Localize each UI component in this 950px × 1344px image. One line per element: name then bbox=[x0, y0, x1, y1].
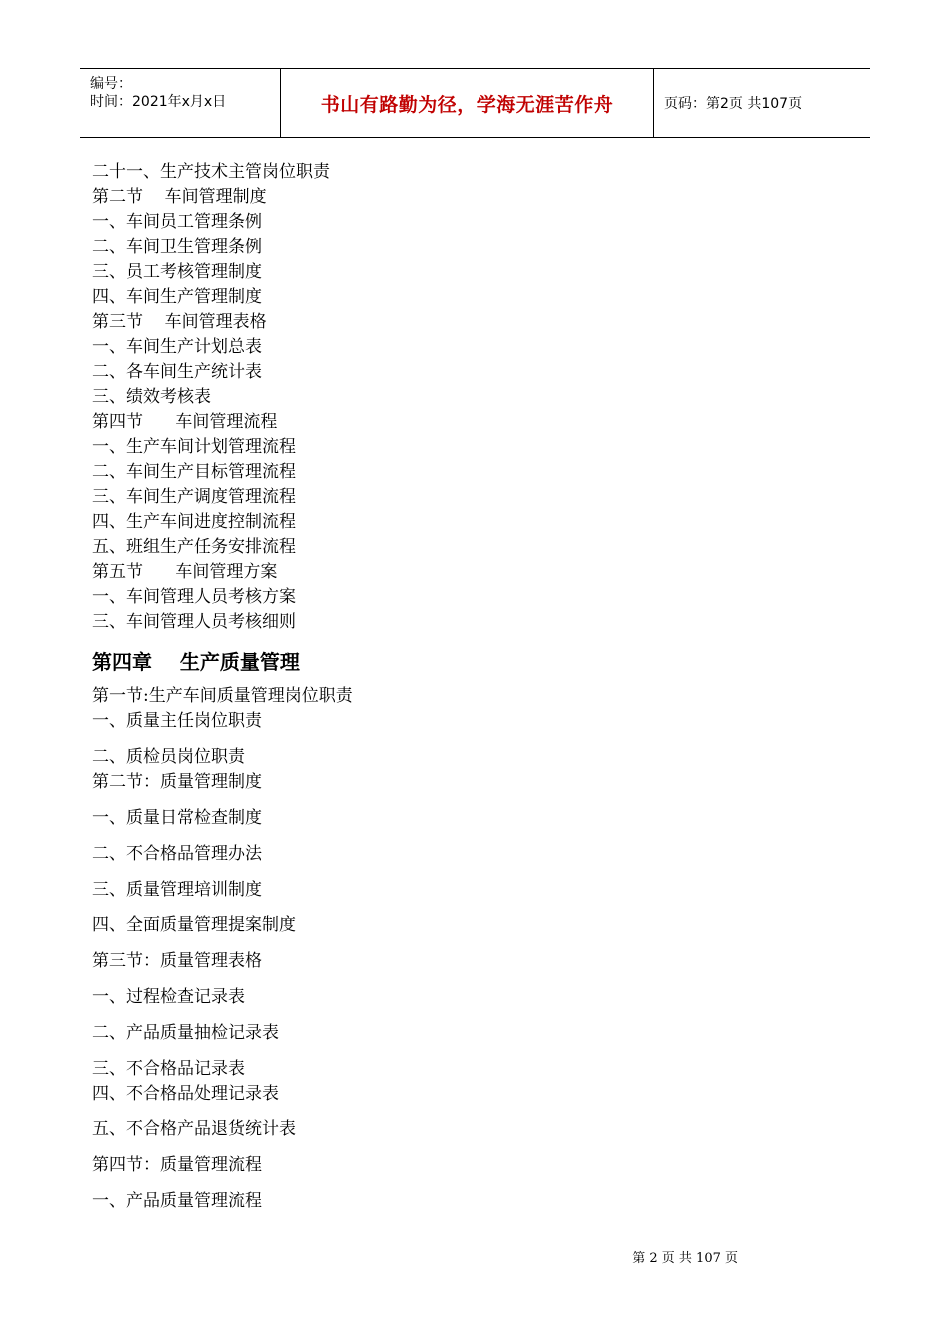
toc-line: 二、不合格品管理办法 bbox=[92, 844, 262, 864]
toc-line: 第二节 车间管理制度 bbox=[92, 187, 267, 207]
toc-line: 三、车间管理人员考核细则 bbox=[92, 612, 296, 632]
footer-page-number: 第 2 页 共 107 页 bbox=[632, 1251, 738, 1266]
toc-line: 二、产品质量抽检记录表 bbox=[92, 1023, 279, 1043]
page-header bbox=[80, 68, 870, 138]
toc-line: 五、不合格产品退货统计表 bbox=[92, 1119, 296, 1139]
toc-line: 四、车间生产管理制度 bbox=[92, 287, 262, 307]
toc-line: 四、全面质量管理提案制度 bbox=[92, 915, 296, 935]
toc-line: 一、车间员工管理条例 bbox=[92, 212, 262, 232]
toc-line: 一、质量日常检查制度 bbox=[92, 808, 262, 828]
toc-line: 第五节 车间管理方案 bbox=[92, 562, 278, 582]
header-left-cell bbox=[80, 69, 281, 137]
toc-line: 三、车间生产调度管理流程 bbox=[92, 487, 296, 507]
toc-line: 第三节：质量管理表格 bbox=[92, 951, 262, 971]
toc-line: 第四节：质量管理流程 bbox=[92, 1155, 262, 1175]
toc-line: 第一节:生产车间质量管理岗位职责 bbox=[92, 686, 353, 706]
header-page-info: 页码：第2页 共107页 bbox=[664, 96, 803, 112]
header-right-cell bbox=[654, 69, 870, 137]
toc-line: 三、绩效考核表 bbox=[92, 387, 211, 407]
toc-line: 第二节：质量管理制度 bbox=[92, 772, 262, 792]
toc-line: 四、不合格品处理记录表 bbox=[92, 1084, 279, 1104]
toc-line: 一、产品质量管理流程 bbox=[92, 1191, 262, 1211]
toc-line: 三、不合格品记录表 bbox=[92, 1059, 245, 1079]
toc-line: 三、员工考核管理制度 bbox=[92, 262, 262, 282]
header-motto: 书山有路勤为径，学海无涯苦作舟 bbox=[320, 93, 614, 116]
toc-line: 三、质量管理培训制度 bbox=[92, 880, 262, 900]
toc-line: 第四节 车间管理流程 bbox=[92, 412, 278, 432]
toc-line: 一、车间管理人员考核方案 bbox=[92, 587, 296, 607]
document-number-label: 编号： bbox=[90, 76, 132, 92]
toc-line: 二、车间卫生管理条例 bbox=[92, 237, 262, 257]
toc-line: 二、质检员岗位职责 bbox=[92, 747, 245, 767]
toc-line: 一、生产车间计划管理流程 bbox=[92, 437, 296, 457]
toc-line: 二十一、生产技术主管岗位职责 bbox=[92, 162, 330, 182]
toc-line: 第三节 车间管理表格 bbox=[92, 312, 267, 332]
toc-line: 二、各车间生产统计表 bbox=[92, 362, 262, 382]
header-middle-cell bbox=[281, 69, 654, 137]
toc-line: 一、车间生产计划总表 bbox=[92, 337, 262, 357]
toc-line: 五、班组生产任务安排流程 bbox=[92, 537, 296, 557]
toc-line: 二、车间生产目标管理流程 bbox=[92, 462, 296, 482]
page-footer bbox=[0, 1247, 950, 1266]
document-date-label: 时间：2021年x月x日 bbox=[90, 94, 227, 110]
toc-line: 一、过程检查记录表 bbox=[92, 987, 245, 1007]
toc-line: 四、生产车间进度控制流程 bbox=[92, 512, 296, 532]
toc-line: 一、质量主任岗位职责 bbox=[92, 711, 262, 731]
chapter-heading: 第四章 生产质量管理 bbox=[92, 650, 300, 674]
